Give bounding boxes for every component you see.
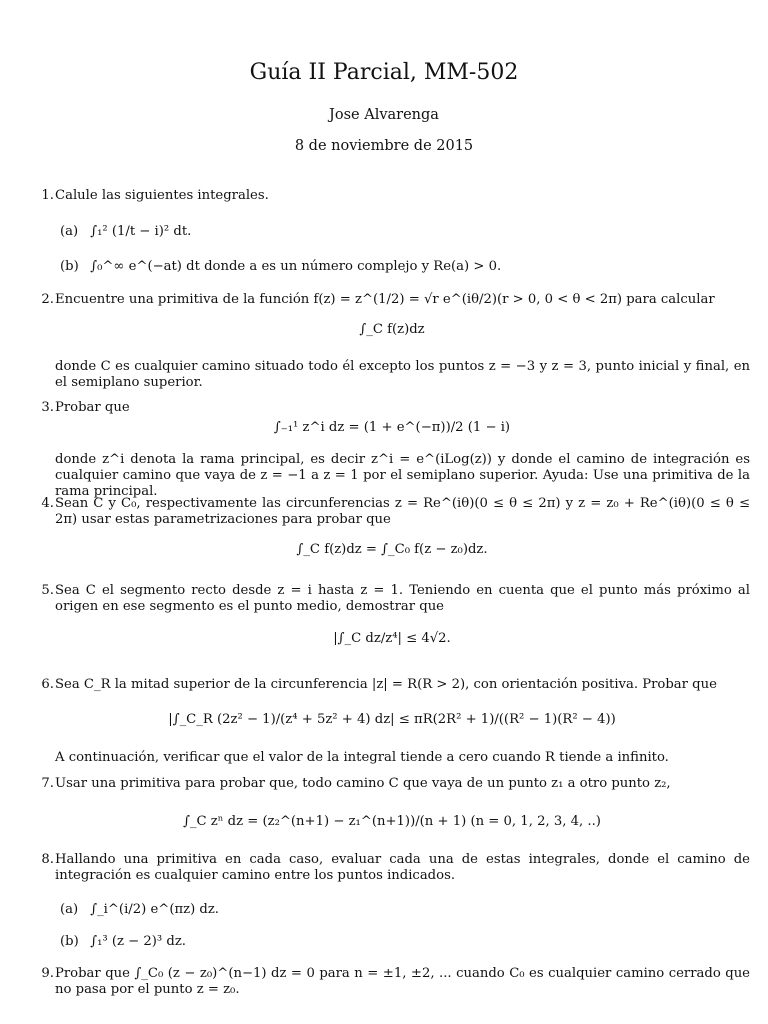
problem-continuation: donde C es cualquier camino situado todo él excepto los puntos z = −3 y z = 3, punto inicial y final, en el semiplano superior. [55, 359, 750, 390]
part-label: (a) [60, 902, 79, 917]
problem-text: Probar que [55, 400, 130, 415]
problem-number: 9. [41, 966, 54, 981]
display-equation: ∫₋₁¹ z^i dz = (1 + e^(−π))/2 (1 − i) [273, 420, 511, 435]
problem-text: Sea C_R la mitad superior de la circunferencia |z| = R(R > 2), con orientación positiva. Probar que [55, 677, 717, 692]
display-equation: ∫_C f(z)dz [359, 322, 425, 337]
problem-text: Encuentre una primitiva de la función f(z) = z^(1/2) = √r e^(iθ/2)(r > 0, 0 < θ < 2π) para calcular [55, 292, 715, 307]
problem-text: Calule las siguientes integrales. [55, 188, 269, 203]
display-equation: ∫_C zⁿ dz = (z₂^(n+1) − z₁^(n+1))/(n + 1) (n = 0, 1, 2, 3, 4, ..) [183, 814, 601, 829]
part-math: ∫₀^∞ e^(−at) dt [90, 259, 200, 274]
problem-number: 7. [41, 776, 54, 791]
problem-text: Sean C y C₀, respectivamente las circunferencias z = Re^(iθ)(0 ≤ θ ≤ 2π) y z = z₀ + Re^(iθ)(0 ≤ θ ≤ 2π) usar estas parametrizaciones para probar que [55, 496, 750, 527]
problem-number: 5. [41, 583, 54, 598]
problem-number: 2. [41, 292, 54, 307]
part-text: donde a es un número complejo y Re(a) > 0. [199, 259, 502, 274]
problem-text: Hallando una primitiva en cada caso, evaluar cada una de estas integrales, donde el camino de integración es cualquier camino entre los puntos indicados. [55, 852, 750, 883]
problem-continuation: donde z^i denota la rama principal, es decir z^i = e^(iLog(z)) y donde el camino de integración es cualquier camino que vaya de z = −1 a z = 1 por el semiplano superior. Ayuda: Use una primitiva de la rama principal. [55, 452, 750, 499]
part-label: (b) [60, 259, 79, 274]
problem-text: Usar una primitiva para probar que, todo camino C que vaya de un punto z₁ a otro punto z₂, [55, 776, 671, 791]
document-date: 8 de noviembre de 2015 [294, 138, 474, 154]
part-math: ∫₁³ (z − 2)³ dz. [90, 934, 186, 949]
document-author: Jose Alvarenga [329, 107, 439, 123]
problem-part-b [60, 259, 501, 275]
part-label: (a) [60, 224, 79, 239]
problem-continuation: A continuación, verificar que el valor de la integral tiende a cero cuando R tiende a infinito. [55, 750, 669, 765]
problem-text: Probar que ∫_C₀ (z − z₀)^(n−1) dz = 0 para n = ±1, ±2, ... cuando C₀ es cualquier camino cerrado que no pasa por el punto z = z₀. [55, 966, 750, 997]
part-math: ∫_i^(i/2) e^(πz) dz. [90, 902, 220, 917]
problem-number: 1. [41, 188, 54, 203]
problem-text: Sea C el segmento recto desde z = i hasta z = 1. Teniendo en cuenta que el punto más próximo al origen en ese segmento es el punto medio, demostrar que [55, 583, 750, 614]
part-math: ∫₁² (1/t − i)² dt. [90, 224, 192, 239]
display-equation: |∫_C_R (2z² − 1)/(z⁴ + 5z² + 4) dz| ≤ πR(2R² + 1)/((R² − 1)(R² − 4)) [168, 712, 616, 727]
problem-part-a [60, 902, 219, 918]
display-equation: ∫_C f(z)dz = ∫_C₀ f(z − z₀)dz. [296, 542, 488, 557]
display-equation: |∫_C dz/z⁴| ≤ 4√2. [333, 631, 451, 646]
part-label: (b) [60, 934, 79, 949]
problem-number: 8. [41, 852, 54, 867]
problem-number: 6. [41, 677, 54, 692]
problem-part-a [60, 224, 191, 240]
problem-number: 3. [41, 400, 54, 415]
problem-part-b [60, 934, 186, 950]
document-title: Guía II Parcial, MM-502 [249, 60, 519, 85]
problem-number: 4. [41, 496, 54, 511]
